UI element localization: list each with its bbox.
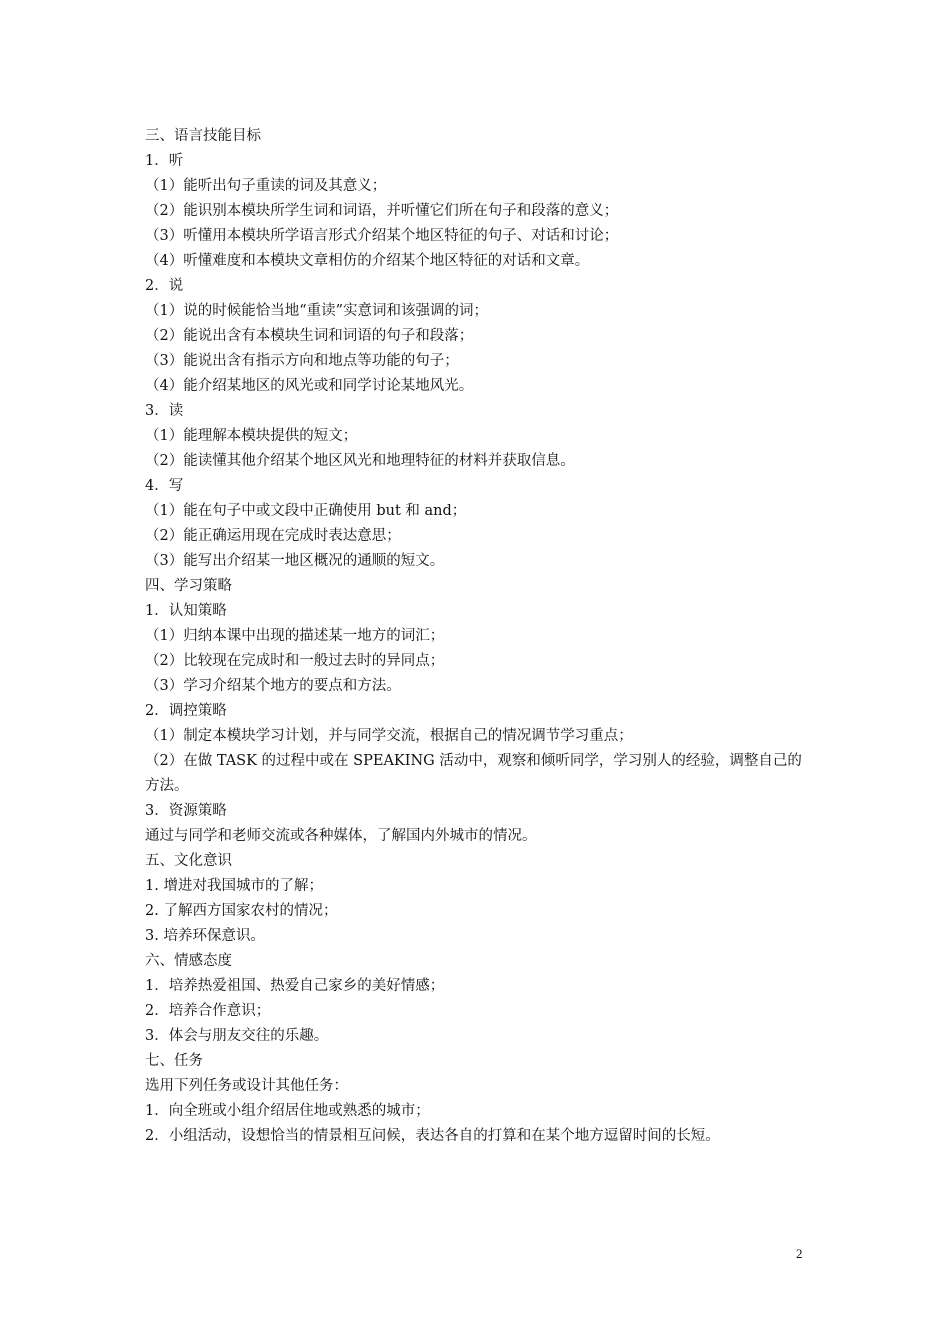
list-item: （1）说的时候能恰当地“重读”实意词和该强调的词； <box>145 303 489 319</box>
list-item: （2）在做 TASK 的过程中或在 SPEAKING 活动中，观察和倾听同学，学习别人的经验，调整自己的方法。 <box>145 753 802 794</box>
list-item: （3）能说出含有指示方向和地点等功能的句子； <box>145 353 459 369</box>
paragraph: 通过与同学和老师交流或各种媒体，了解国内外城市的情况。 <box>145 828 537 844</box>
section-heading: 六、情感态度 <box>145 953 232 969</box>
list-item: （1）能理解本模块提供的短文； <box>145 428 358 444</box>
list-item: 1．培养热爱祖国、热爱自己家乡的美好情感； <box>145 978 445 994</box>
section-heading: 三、语言技能目标 <box>145 128 261 144</box>
paragraph: 选用下列任务或设计其他任务： <box>145 1078 348 1094</box>
list-item: （3）学习介绍某个地方的要点和方法。 <box>145 678 401 694</box>
list-item: （1）归纳本课中出现的描述某一地方的词汇； <box>145 628 445 644</box>
subsection-heading: 1．认知策略 <box>145 603 227 619</box>
subsection-heading: 3．资源策略 <box>145 803 227 819</box>
section-heading: 七、任务 <box>145 1053 203 1069</box>
list-item: （1）能在句子中或文段中正确使用 but 和 and； <box>145 503 467 519</box>
list-item: （3）能写出介绍某一地区概况的通顺的短文。 <box>145 553 445 569</box>
list-item: （2）能识别本模块所学生词和词语，并听懂它们所在句子和段落的意义； <box>145 203 619 219</box>
subsection-heading: 3．读 <box>145 403 184 419</box>
subsection-heading: 1．听 <box>145 153 184 169</box>
list-item: （2）比较现在完成时和一般过去时的异同点； <box>145 653 445 669</box>
list-item: （2）能说出含有本模块生词和词语的句子和段落； <box>145 328 474 344</box>
subsection-heading: 2．调控策略 <box>145 703 227 719</box>
list-item: 2．小组活动，设想恰当的情景相互问候，表达各自的打算和在某个地方逗留时间的长短。 <box>145 1128 720 1144</box>
list-item: （4）能介绍某地区的风光或和同学讨论某地风光。 <box>145 378 474 394</box>
document-body <box>145 124 810 1149</box>
list-item: （3）听懂用本模块所学语言形式介绍某个地区特征的句子、对话和讨论； <box>145 228 619 244</box>
list-item: （2）能读懂其他介绍某个地区风光和地理特征的材料并获取信息。 <box>145 453 575 469</box>
list-item: （1）制定本模块学习计划，并与同学交流，根据自己的情况调节学习重点； <box>145 728 633 744</box>
list-item: 1．向全班或小组介绍居住地或熟悉的城市； <box>145 1103 430 1119</box>
list-item: 3. 培养环保意识。 <box>145 928 265 944</box>
list-item: （2）能正确运用现在完成时表达意思； <box>145 528 401 544</box>
list-item: 3．体会与朋友交往的乐趣。 <box>145 1028 329 1044</box>
page-number: 2 <box>796 1246 803 1261</box>
list-item: 2．培养合作意识； <box>145 1003 271 1019</box>
subsection-heading: 4．写 <box>145 478 184 494</box>
section-heading: 五、文化意识 <box>145 853 232 869</box>
list-item: 1. 增进对我国城市的了解； <box>145 878 323 894</box>
subsection-heading: 2．说 <box>145 278 184 294</box>
list-item: （1）能听出句子重读的词及其意义； <box>145 178 387 194</box>
section-heading: 四、学习策略 <box>145 578 232 594</box>
list-item: （4）听懂难度和本模块文章相仿的介绍某个地区特征的对话和文章。 <box>145 253 590 269</box>
list-item: 2. 了解西方国家农村的情况； <box>145 903 338 919</box>
